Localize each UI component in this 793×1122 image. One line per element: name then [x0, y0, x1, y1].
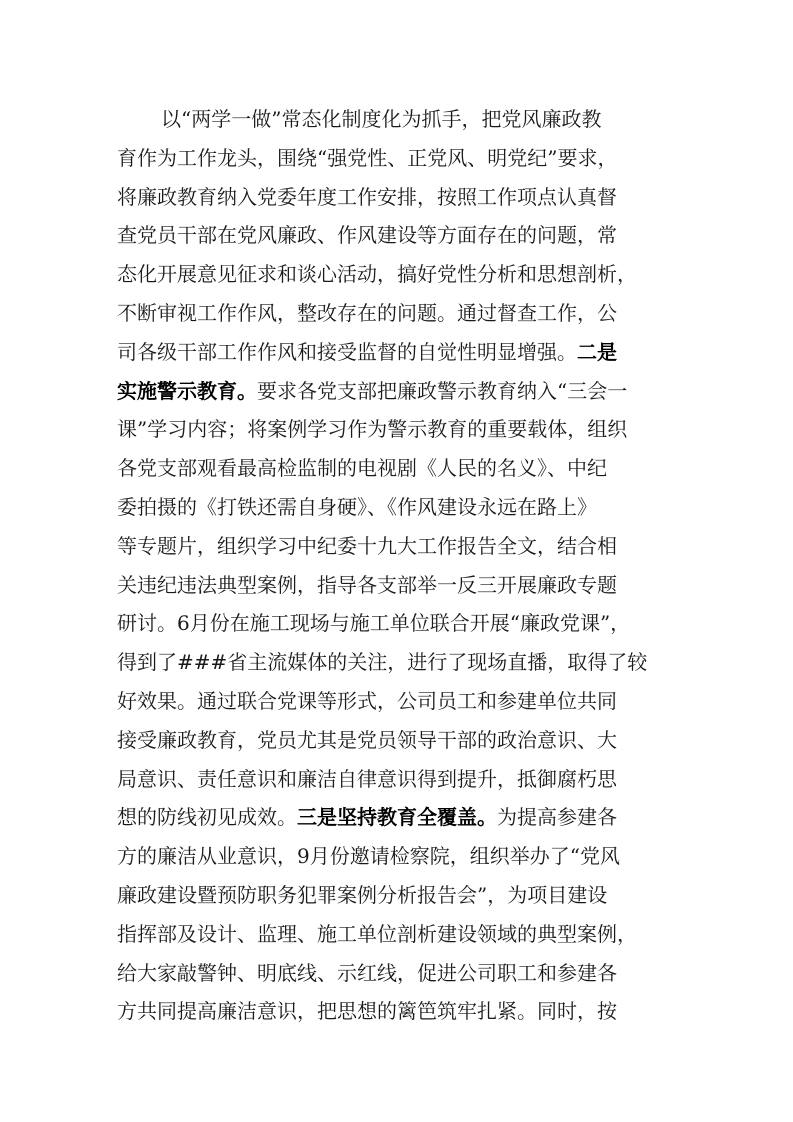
text-segment: 将廉政教育纳入党委年度工作安排，按照工作项点认真督	[117, 184, 617, 209]
text-segment: 研讨。6月份在施工现场与施工单位联合开展“廉政党课”，	[117, 611, 631, 636]
text-segment: 各党支部观看最高检监制的电视剧《人民的名义》、中纪	[117, 456, 607, 481]
text-segment: 育作为工作龙头，围绕“强党性、正党风、明党纪”要求，	[117, 145, 618, 170]
text-segment: 好效果。通过联合党课等形式，公司员工和参建单位共同	[117, 688, 617, 713]
text-line	[117, 682, 687, 721]
text-line	[117, 449, 687, 488]
bold-text-segment: 三是坚持教育全覆盖。	[297, 805, 497, 830]
text-segment: 关违纪违法典型案例，指导各支部举一反三开展廉政专题	[117, 572, 617, 597]
text-segment: 以“两学一做”常态化制度化为抓手，把党风廉政教	[161, 107, 602, 131]
text-line	[117, 255, 687, 294]
text-segment: 要求各党支部把廉政警示教育纳入“三会一	[257, 378, 628, 403]
text-line	[117, 954, 687, 993]
text-line	[117, 604, 687, 643]
text-line	[117, 760, 687, 799]
text-segment: 为提高参建各	[497, 805, 617, 830]
text-segment: 指挥部及设计、监理、施工单位剖析建设领域的典型案例，	[117, 921, 637, 946]
text-segment: 方共同提高廉洁意识，把思想的篱笆筑牢扎紧。同时，按	[117, 999, 617, 1024]
text-line	[117, 798, 687, 837]
text-line	[117, 100, 687, 139]
text-line	[117, 372, 687, 411]
text-segment: 得到了###省主流媒体的关注，进行了现场直播，取得了较	[117, 650, 648, 675]
text-line	[117, 876, 687, 915]
bold-text-segment: 二是	[577, 339, 617, 364]
text-line	[117, 139, 687, 178]
text-segment: 局意识、责任意识和廉洁自律意识得到提升，抵御腐朽思	[117, 766, 617, 791]
text-line	[117, 915, 687, 954]
text-line	[117, 178, 687, 217]
text-line	[117, 992, 687, 1031]
text-line	[117, 837, 687, 876]
text-segment: 接受廉政教育，党员尤其是党员领导干部的政治意识、大	[117, 727, 617, 752]
text-segment: 等专题片，组织学习中纪委十九大工作报告全文，结合相	[117, 533, 617, 558]
text-line	[117, 721, 687, 760]
text-line	[117, 488, 687, 527]
text-segment: 想的防线初见成效。	[117, 805, 297, 830]
body-paragraph	[117, 100, 687, 1031]
text-segment: 廉政建设暨预防职务犯罪案例分析报告会”，为项目建设	[117, 882, 608, 907]
text-segment: 委拍摄的《打铁还需自身硬》、《作风建设永远在路上》	[117, 494, 597, 519]
text-segment: 不断审视工作作风，整改存在的问题。通过督查工作，公	[117, 300, 617, 325]
text-segment: 司各级干部工作作风和接受监督的自觉性明显增强。	[117, 339, 577, 364]
text-line	[117, 566, 687, 605]
text-segment: 查党员干部在党风廉政、作风建设等方面存在的问题，常	[117, 223, 617, 248]
text-line	[117, 333, 687, 372]
text-segment: 课”学习内容；将案例学习作为警示教育的重要载体，组织	[117, 417, 628, 442]
text-line	[117, 527, 687, 566]
text-segment: 态化开展意见征求和谈心活动，搞好党性分析和思想剖析，	[117, 262, 637, 287]
text-line	[117, 216, 687, 255]
text-line	[117, 410, 687, 449]
bold-text-segment: 实施警示教育。	[117, 378, 257, 403]
text-line	[117, 294, 687, 333]
text-segment: 给大家敲警钟、明底线、示红线，促进公司职工和参建各	[117, 960, 617, 985]
text-line	[117, 643, 687, 682]
text-segment: 方的廉洁从业意识，9月份邀请检察院，组织举办了“党风	[117, 844, 620, 869]
